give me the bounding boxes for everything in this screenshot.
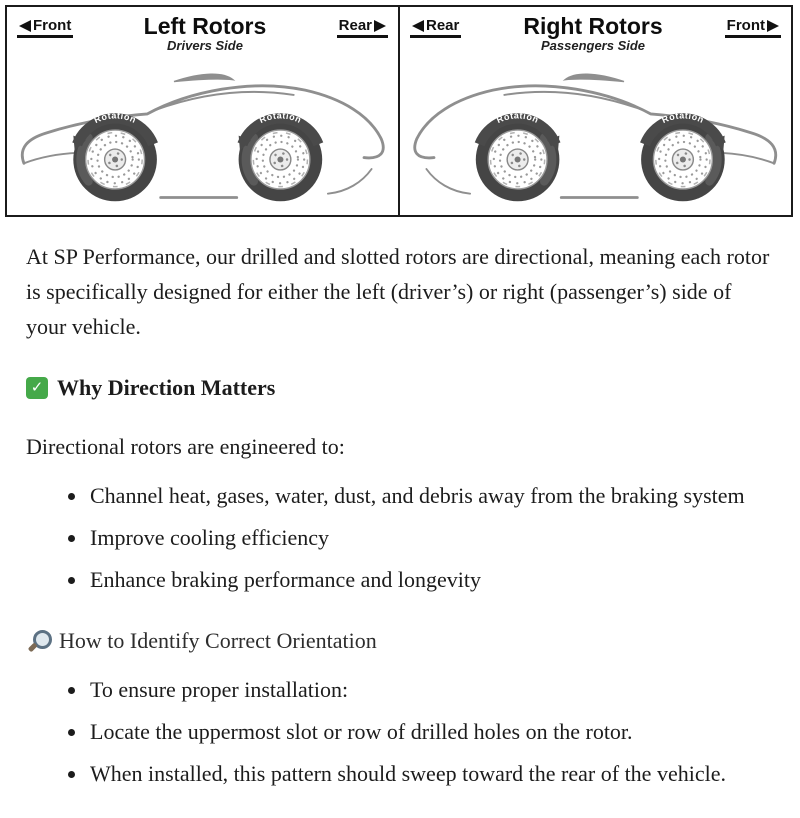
- dir-label-text: Front: [726, 17, 765, 34]
- list-item: • Improve cooling efficiency: [88, 520, 770, 555]
- magnifier-icon: [26, 629, 50, 653]
- dir-label-text: Rear: [338, 17, 372, 34]
- dir-label-text: Rear: [426, 17, 460, 34]
- right-rotors-panel: [398, 5, 793, 217]
- arrow-right-icon: [767, 20, 779, 32]
- engineered-lead-text: Directional rotors are engineered to:: [26, 434, 345, 459]
- check-icon: ✓: [26, 377, 48, 399]
- rotation-label: Rotation: [92, 110, 138, 126]
- list-item: • Locate the uppermost slot or row of drilled holes on the rotor.: [88, 714, 770, 749]
- list-item: • Channel heat, gases, water, dust, and debris away from the braking system: [88, 478, 770, 513]
- front-direction-label: [17, 17, 73, 38]
- dir-label-text: Front: [33, 17, 72, 34]
- right-car-illustration: [400, 55, 791, 207]
- list-item: • Enhance braking performance and longevity: [88, 562, 770, 597]
- right-panel-header: [400, 7, 791, 53]
- left-panel-title-block: [73, 14, 336, 53]
- list-item: • When installed, this pattern should sweep toward the rear of the vehicle.: [88, 756, 770, 791]
- panel-subtitle: Passengers Side: [540, 38, 646, 54]
- rotation-label: Rotation: [494, 110, 541, 126]
- intro-paragraph: At SP Performance, our drilled and slotted rotors are directional, meaning each rotor is specifically designed for either the left (driver’s) or right (passenger’s) side of your vehicle.: [26, 244, 770, 339]
- panel-title: Right Rotors: [523, 13, 663, 39]
- rear-direction-label: [337, 17, 388, 38]
- right-panel-title-block: [461, 14, 724, 53]
- front-direction-label: [725, 17, 781, 38]
- left-rotors-panel: [5, 5, 400, 217]
- rotor-direction-diagram: [0, 0, 800, 217]
- heading-text: Why Direction Matters: [57, 375, 276, 400]
- panel-subtitle: Drivers Side: [167, 38, 243, 54]
- left-panel-header: [7, 7, 398, 53]
- orientation-steps-list: [26, 672, 770, 791]
- direction-benefits-list: [26, 478, 770, 597]
- article-body: [0, 217, 800, 818]
- rotation-label: Rotation: [257, 110, 304, 126]
- section-heading-identify-orientation: [26, 623, 770, 658]
- left-car-illustration: [7, 55, 398, 207]
- list-item: • To ensure proper installation:: [88, 672, 770, 707]
- section-heading-why-direction-matters: [26, 370, 770, 405]
- rotation-label: Rotation: [660, 110, 706, 126]
- arrow-left-icon: [412, 20, 424, 32]
- arrow-right-icon: [374, 20, 386, 32]
- arrow-left-icon: [19, 20, 31, 32]
- heading-text: How to Identify Correct Orientation: [59, 628, 377, 653]
- panel-title: Left Rotors: [143, 13, 267, 39]
- rear-direction-label: [410, 17, 461, 38]
